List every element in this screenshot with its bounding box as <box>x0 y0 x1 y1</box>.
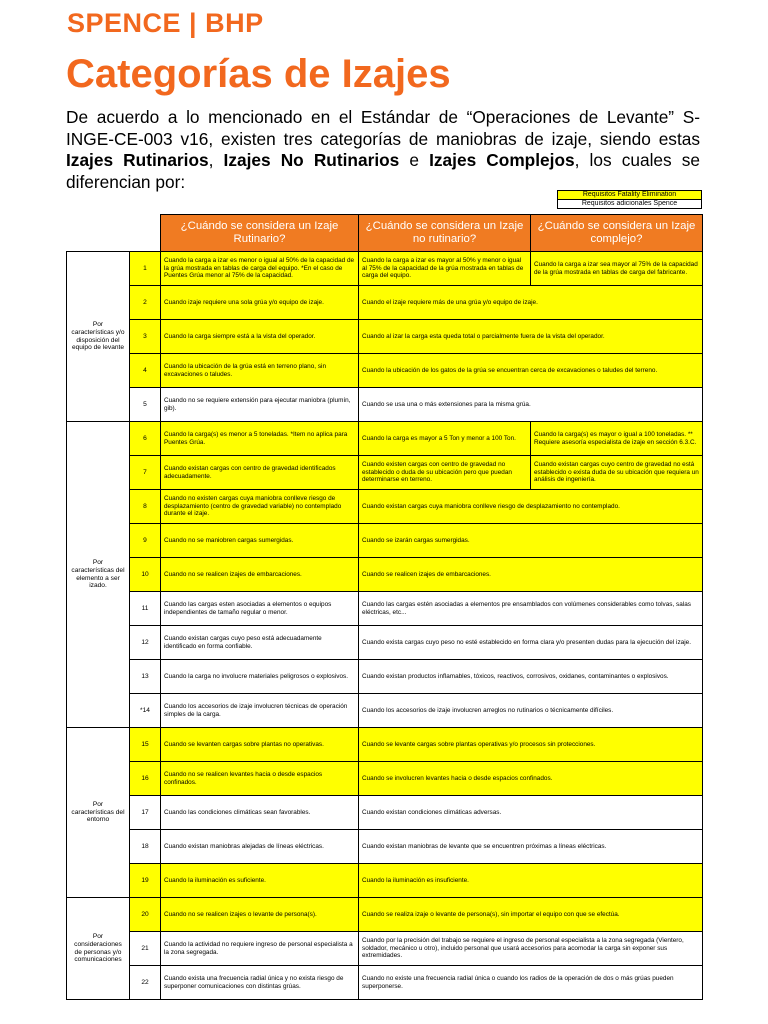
cell-routine: Cuando la ubicación de la grúa está en terreno plano, sin excavaciones o taludes. <box>161 354 359 388</box>
table-row <box>67 388 703 422</box>
header-blank <box>130 215 161 252</box>
cell-non-routine: Cuando se levante cargas sobre plantas operativas y/o procesos sin protecciones. <box>359 728 703 762</box>
table-row <box>67 660 703 694</box>
cell-non-routine: Cuando se izarán cargas sumergidas. <box>359 524 703 558</box>
table-row <box>67 728 703 762</box>
table-row <box>67 694 703 728</box>
cell-non-routine: Cuando exista cargas cuyo peso no esté establecido en forma clara y/o presenten dudas para la ejecución del izaje. <box>359 626 703 660</box>
intro-bold-complex: Izajes Complejos <box>429 150 575 170</box>
row-number: 22 <box>130 966 161 1000</box>
table-row <box>67 320 703 354</box>
cell-routine: Cuando la iluminación es suficiente. <box>161 864 359 898</box>
category-people: Por consideraciones de personas y/o comunicaciones <box>67 898 130 1000</box>
cell-routine: Cuando izaje requiere una sola grúa y/o equipo de izaje. <box>161 286 359 320</box>
legend-spence-additional: Requisitos adicionales Spence <box>557 200 702 209</box>
intro-bold-routine: Izajes Rutinarios <box>66 150 209 170</box>
page-title: Categorías de Izajes <box>66 52 451 96</box>
table-row <box>67 524 703 558</box>
table-row <box>67 422 703 456</box>
table-row <box>67 966 703 1000</box>
cell-non-routine: Cuando no existe una frecuencia radial única o cuando los radios de la operación de dos o más grúas pueden superponerse. <box>359 966 703 1000</box>
cell-non-routine: Cuando se realicen izajes de embarcaciones. <box>359 558 703 592</box>
table-row <box>67 932 703 966</box>
legend <box>557 190 702 209</box>
category-equipment: Por características y/o disposición del equipo de levante <box>67 252 130 422</box>
legend-fatality-elimination: Requisitos Fatality Elimination <box>557 190 702 200</box>
table-row <box>67 592 703 626</box>
row-number: 19 <box>130 864 161 898</box>
row-number: 9 <box>130 524 161 558</box>
row-number: 8 <box>130 490 161 524</box>
cell-complex: Cuando existan cargas cuyo centro de gravedad no está establecido o exista duda de su ubicación que requiera un análisis de ingeniería. <box>531 456 703 490</box>
cell-routine: Cuando la carga siempre está a la vista del operador. <box>161 320 359 354</box>
cell-routine: Cuando las condiciones climáticas sean favorables. <box>161 796 359 830</box>
cell-non-routine: Cuando existan condiciones climáticas adversas. <box>359 796 703 830</box>
brand-logo: SPENCE | BHP <box>67 8 264 38</box>
cell-complex: Cuando la carga(s) es mayor o igual a 100 toneladas. ** Requiere asesoría especialista de izaje en sección 6.3.C. <box>531 422 703 456</box>
cell-non-routine: Cuando la iluminación es insuficiente. <box>359 864 703 898</box>
table-row <box>67 898 703 932</box>
row-number: 10 <box>130 558 161 592</box>
cell-routine: Cuando existan cargas con centro de gravedad identificados adecuadamente. <box>161 456 359 490</box>
cell-non-routine: Cuando existan productos inflamables, tóxicos, reactivos, corrosivos, oxidanes, contaminantes o explosivos. <box>359 660 703 694</box>
header-blank <box>67 215 130 252</box>
intro-paragraph <box>66 107 700 193</box>
cell-non-routine: Cuando por la precisión del trabajo se requiere el ingreso de personal especialista a la zona segregada (Vientero, soldador, mecánico u otro), incluido personal que usará accesorios para acomodar la carga sin exponer sus extremidades. <box>359 932 703 966</box>
intro-bold-non-routine: Izajes No Rutinarios <box>223 150 400 170</box>
row-number: 1 <box>130 252 161 286</box>
cell-non-routine: Cuando se usa una o más extensiones para la misma grúa. <box>359 388 703 422</box>
table-row <box>67 490 703 524</box>
cell-non-routine: Cuando las cargas estén asociadas a elementos pre ensamblados con volúmenes considerables como tolvas, salas eléctricas, etc... <box>359 592 703 626</box>
row-number: 11 <box>130 592 161 626</box>
cell-complex: Cuando la carga a izar sea mayor al 75% de la capacidad de la grúa mostrada en tablas de carga del fabricante. <box>531 252 703 286</box>
cell-routine: Cuando no se realicen levantes hacia o desde espacios confinados. <box>161 762 359 796</box>
header-row <box>67 215 703 252</box>
cell-non-routine: Cuando la carga es mayor a 5 Ton y menor a 100 Ton. <box>359 422 531 456</box>
row-number: 4 <box>130 354 161 388</box>
cell-non-routine: Cuando los accesorios de izaje involucren arreglos no rutinarios o técnicamente difíciles. <box>359 694 703 728</box>
table-row <box>67 626 703 660</box>
cell-routine: Cuando no se maniobren cargas sumergidas. <box>161 524 359 558</box>
intro-separator-2: e <box>399 150 430 170</box>
cell-non-routine: Cuando la ubicación de los gatos de la grúa se encuentran cerca de excavaciones o taludes del terreno. <box>359 354 703 388</box>
intro-text-1: De acuerdo a lo mencionado en el Estándar de “Operaciones de Levante” S-INGE-CE-003 v16, existen tres categorías de maniobras de izaje, siendo estas <box>66 107 700 149</box>
cell-routine: Cuando la actividad no requiere ingreso de personal especialista a la zona segregada. <box>161 932 359 966</box>
category-environment: Por características del entorno <box>67 728 130 898</box>
cell-routine: Cuando no se realicen izajes o levante de persona(s). <box>161 898 359 932</box>
cell-routine: Cuando la carga no involucre materiales peligrosos o explosivos. <box>161 660 359 694</box>
cell-non-routine: Cuando se realiza izaje o levante de persona(s), sin importar el equipo con que se efectúa. <box>359 898 703 932</box>
cell-routine: Cuando exista una frecuencia radial única y no exista riesgo de superponer comunicaciones con distintas grúas. <box>161 966 359 1000</box>
cell-non-routine: Cuando se involucren levantes hacia o desde espacios confinados. <box>359 762 703 796</box>
row-number: 21 <box>130 932 161 966</box>
table-row <box>67 354 703 388</box>
row-number: 17 <box>130 796 161 830</box>
cell-routine: Cuando las cargas esten asociadas a elementos o equipos independientes de tamaño regular o menor. <box>161 592 359 626</box>
table-row <box>67 796 703 830</box>
cell-routine: Cuando la carga a izar es menor o igual al 50% de la capacidad de la grúa mostrada en tablas de carga del equipo. *En el caso de Puentes Grúa menor al 75% de la capacidad. <box>161 252 359 286</box>
table-row <box>67 762 703 796</box>
row-number: 6 <box>130 422 161 456</box>
cell-routine: Cuando los accesorios de izaje involucren técnicas de operación simples de la carga. <box>161 694 359 728</box>
cell-non-routine: Cuando el izaje requiere más de una grúa y/o equipo de izaje. <box>359 286 703 320</box>
cell-non-routine: Cuando existan cargas cuya maniobra conlleve riesgo de desplazamiento no contemplado. <box>359 490 703 524</box>
table-row <box>67 558 703 592</box>
cell-routine: Cuando no se realicen izajes de embarcaciones. <box>161 558 359 592</box>
row-number: *14 <box>130 694 161 728</box>
intro-text-2: , los cuales se diferencian por: <box>66 150 701 192</box>
header-non-routine: ¿Cuándo se considera un Izaje no rutinario? <box>359 215 531 252</box>
header-routine: ¿Cuándo se considera un Izaje Rutinario? <box>161 215 359 252</box>
row-number: 20 <box>130 898 161 932</box>
row-number: 13 <box>130 660 161 694</box>
cell-routine: Cuando existan maniobras alejadas de líneas eléctricas. <box>161 830 359 864</box>
cell-routine: Cuando existan cargas cuyo peso está adecuadamente identificado en forma confiable. <box>161 626 359 660</box>
row-number: 2 <box>130 286 161 320</box>
table-row <box>67 456 703 490</box>
table-row <box>67 286 703 320</box>
header-complex: ¿Cuándo se considera un Izaje complejo? <box>531 215 703 252</box>
table-row <box>67 830 703 864</box>
cell-non-routine: Cuando existan maniobras de levante que se encuentren próximas a líneas eléctricas. <box>359 830 703 864</box>
row-number: 18 <box>130 830 161 864</box>
cell-non-routine: Cuando existen cargas con centro de gravedad no establecido o duda de su ubicación pero que puedan determinarse en terreno. <box>359 456 531 490</box>
row-number: 12 <box>130 626 161 660</box>
cell-non-routine: Cuando la carga a izar es mayor al 50% y menor o igual al 75% de la capacidad de la grúa mostrada en tablas de carga del equipo. <box>359 252 531 286</box>
table-row <box>67 252 703 286</box>
cell-routine: Cuando la carga(s) es menor a 5 toneladas. *Item no aplica para Puentes Grúa. <box>161 422 359 456</box>
intro-separator-1: , <box>208 150 224 170</box>
cell-non-routine: Cuando al izar la carga esta queda total o parcialmente fuera de la vista del operador. <box>359 320 703 354</box>
row-number: 3 <box>130 320 161 354</box>
row-number: 5 <box>130 388 161 422</box>
row-number: 15 <box>130 728 161 762</box>
lifting-categories-table <box>66 214 703 1000</box>
row-number: 16 <box>130 762 161 796</box>
cell-routine: Cuando no existen cargas cuya maniobra conlleve riesgo de desplazamiento (centro de gravedad variable) no contemplado durante el izaje. <box>161 490 359 524</box>
cell-routine: Cuando se levanten cargas sobre plantas no operativas. <box>161 728 359 762</box>
row-number: 7 <box>130 456 161 490</box>
table-row <box>67 864 703 898</box>
cell-routine: Cuando no se requiere extensión para ejecutar maniobra (plumín, gib). <box>161 388 359 422</box>
category-element: Por características del elemento a ser izado. <box>67 422 130 728</box>
